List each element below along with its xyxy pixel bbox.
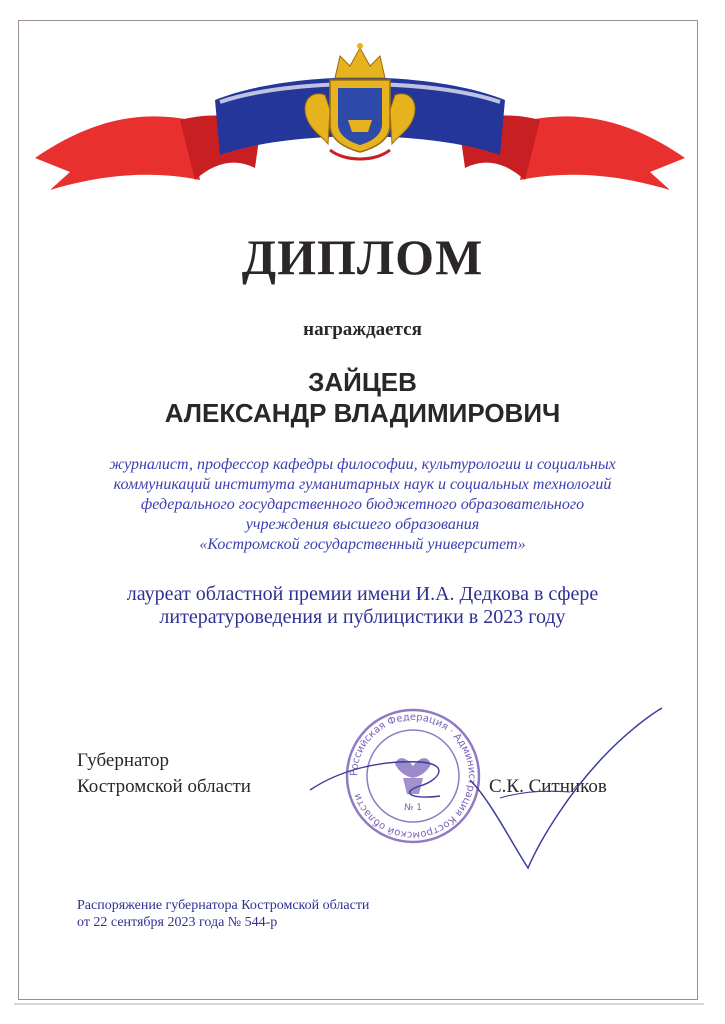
description-line: коммуникаций института гуманитарных наук и социальных технологий: [113, 476, 612, 493]
signatory-position-line1: Губернатор: [77, 750, 170, 771]
decree-line: Распоряжение губернатора Костромской области: [77, 898, 370, 913]
laureate-line: лауреат областной премии имени И.А. Дедкова в сфере: [126, 583, 599, 605]
frame-bottom-line: [14, 1003, 704, 1005]
coat-of-arms-icon: [305, 43, 415, 159]
ribbon-banner: [30, 40, 690, 210]
diploma-title: ДИПЛОМ: [241, 229, 484, 285]
recipient-surname: ЗАЙЦЕВ: [308, 367, 417, 397]
decree-line: от 22 сентября 2023 года № 544-р: [77, 915, 278, 930]
description-line: журналист, профессор кафедры философии, культурологии и социальных: [109, 456, 616, 473]
description-line: учреждения высшего образования: [245, 516, 480, 533]
signatory-name: С.К. Ситников: [489, 776, 607, 797]
ribbon-right-tail: [520, 116, 685, 190]
description-line: «Костромской государственный университет»: [199, 536, 526, 553]
signature-icon: [270, 700, 670, 880]
signatory-position-line2: Костромской области: [77, 776, 251, 797]
seal-number: № 1: [404, 803, 422, 813]
ribbon-left-tail: [35, 116, 200, 190]
seal-text: Российская Федерация · Администрация Костромской области: [348, 711, 478, 841]
awarded-label: награждается: [303, 319, 422, 340]
recipient-given-names: АЛЕКСАНДР ВЛАДИМИРОВИЧ: [164, 398, 561, 428]
laureate-line: литературоведения и публицистики в 2023 году: [159, 606, 566, 628]
description-line: федерального государственного бюджетного образовательного: [140, 496, 585, 513]
